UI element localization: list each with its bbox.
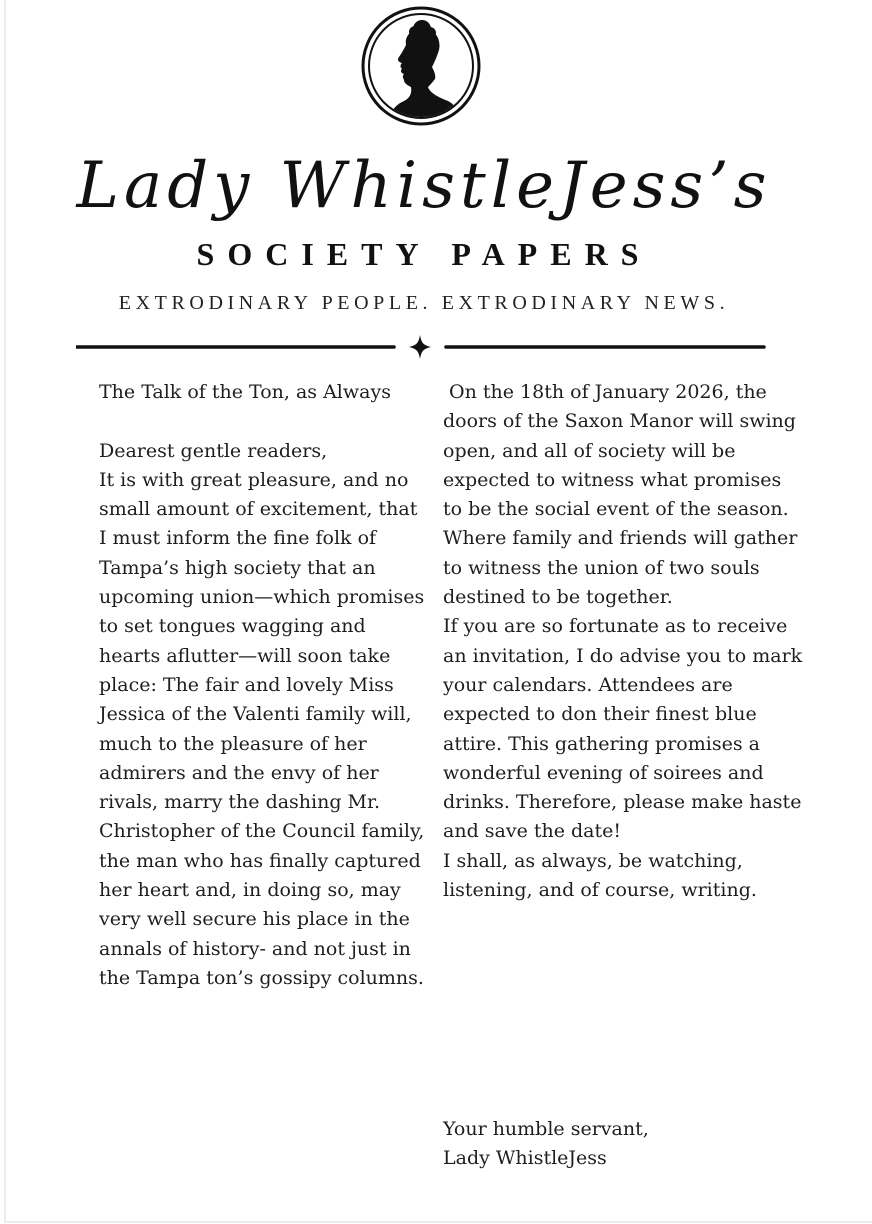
ornamental-divider xyxy=(76,332,766,362)
greeting: Dearest gentle readers, xyxy=(99,439,328,462)
right-column xyxy=(443,378,803,905)
masthead-title: Lady WhistleJess’s xyxy=(76,149,772,223)
signoff-closing: Your humble servant, xyxy=(443,1118,649,1140)
signoff xyxy=(443,1115,803,1174)
four-point-star-icon xyxy=(409,335,431,359)
masthead-tagline: EXTRODINARY PEOPLE. EXTRODINARY NEWS. xyxy=(118,292,730,314)
masthead-subtitle: SOCIETY PAPERS xyxy=(196,236,652,272)
event-paragraph: On the 18th of January 2026, the doors of the Saxon Manor will swing open, and all of society will be expected to witness what promises to be the social event of the season. Where family and friends will gather to witness the union of two souls destined to be together. xyxy=(443,381,804,609)
closing-paragraph: I shall, as always, be watching, listening, and of course, writing. xyxy=(443,849,757,902)
signoff-name: Lady WhistleJess xyxy=(443,1147,607,1170)
article-heading: The Talk of the Ton, as Always xyxy=(99,381,391,403)
left-column xyxy=(99,378,429,993)
spacer-line xyxy=(99,407,429,436)
silhouette-cameo-icon xyxy=(360,5,482,127)
invitation-paragraph: If you are so fortunate as to receive an invitation, I do advise you to mark your calendars. Attendees are expected to don their finest blue attire. This gathering promises a wonderful evening of soirees and drinks. Therefore, please make haste and save the date! xyxy=(443,615,803,843)
newsletter-page xyxy=(4,0,872,1223)
article-body: It is with great pleasure, and no small amount of excitement, that I must inform the fine folk of Tampa’s high society that an upcoming union—which promises to set tongues wagging and hearts aflutter—will soon take place: The fair and lovely Miss Jessica of the Valenti family will, much to the pleasure of her admirers and the envy of her rivals, marry the dashing Mr. Christopher of the Council family, the man who has finally captured her heart and, in doing so, may very well secure his place in the annals of history- and not just in the Tampa ton’s gossipy columns. xyxy=(99,468,425,989)
